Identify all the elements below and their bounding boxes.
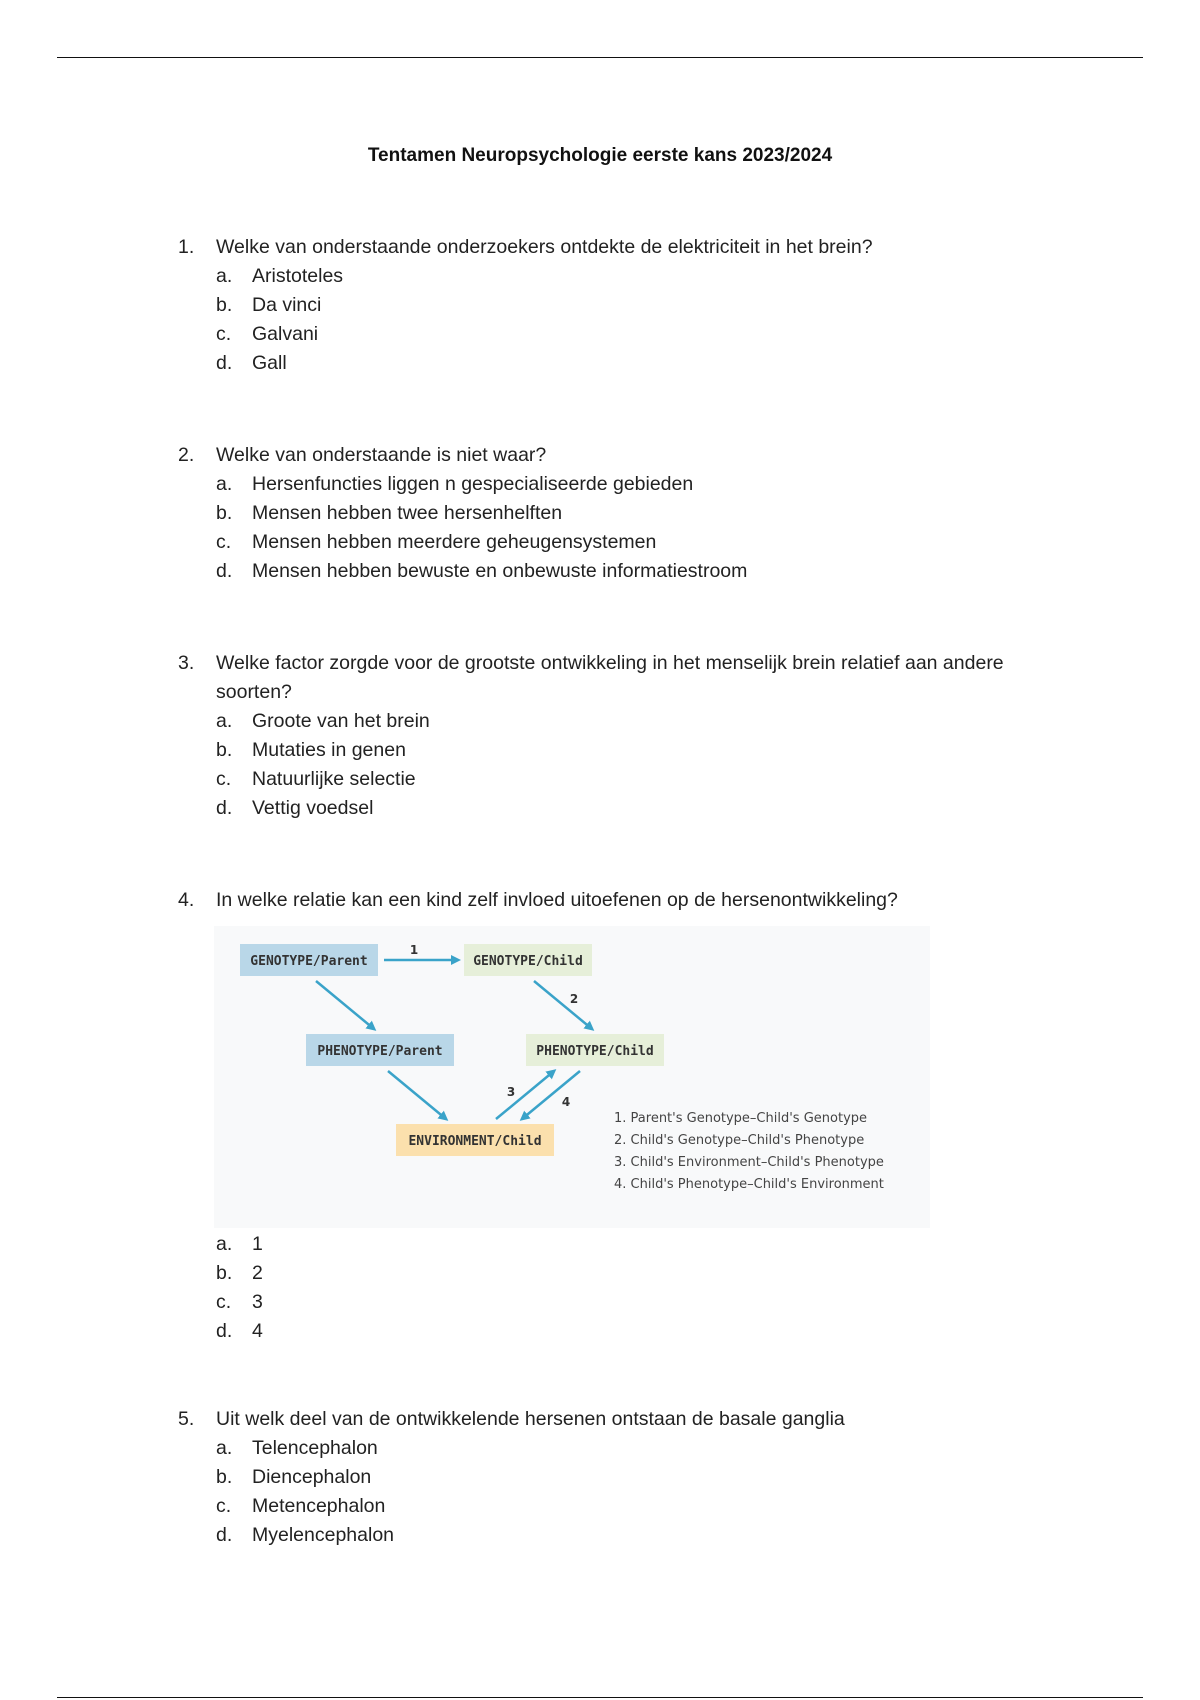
option-letter: d.	[216, 797, 233, 819]
option-letter: d.	[216, 1524, 233, 1546]
arrow-label-2: 2	[569, 992, 579, 1006]
option-text: Mensen hebben meerdere geheugensystemen	[252, 531, 657, 553]
option-text: Metencephalon	[252, 1495, 386, 1517]
option-text: 3	[252, 1291, 263, 1313]
question-5	[178, 1405, 1078, 1550]
diagram-svg	[214, 926, 930, 1228]
option-d	[216, 1317, 263, 1346]
arrow-label-4: 4	[561, 1095, 571, 1109]
option-text: 1	[252, 1233, 263, 1255]
question-text: Welke factor zorgde voor de grootste ontwikkeling in het menselijk brein relatief aan andere soorten?	[216, 652, 1004, 703]
option-c	[216, 765, 1078, 794]
legend-item: 1. Parent's Genotype–Child's Genotype	[614, 1111, 868, 1126]
option-d	[216, 794, 1078, 823]
question-2	[178, 441, 1078, 586]
question-number: 1.	[178, 236, 195, 258]
option-a	[216, 262, 1078, 291]
option-b	[216, 736, 1078, 765]
option-letter: d.	[216, 560, 233, 582]
question-number: 5.	[178, 1408, 195, 1430]
question-text: Welke van onderstaande onderzoekers ontdekte de elektriciteit in het brein?	[216, 236, 873, 258]
option-letter: a.	[216, 710, 233, 732]
arrow-phenotype-parent-environment	[388, 1071, 446, 1119]
option-letter: b.	[216, 1466, 233, 1488]
option-d	[216, 557, 1078, 586]
option-text: Mensen hebben bewuste en onbewuste informatiestroom	[252, 560, 748, 582]
option-text: 4	[252, 1320, 263, 1342]
option-text: Diencephalon	[252, 1466, 372, 1488]
node-environment-child	[396, 1124, 554, 1156]
option-letter: c.	[216, 323, 232, 345]
option-letter: b.	[216, 739, 233, 761]
question-text: In welke relatie kan een kind zelf invloed uitoefenen op de hersenontwikkeling?	[216, 889, 898, 911]
option-letter: c.	[216, 1495, 232, 1517]
option-b	[216, 291, 1078, 320]
option-b	[216, 499, 1078, 528]
option-letter: b.	[216, 1262, 233, 1284]
option-text: Telencephalon	[252, 1437, 378, 1459]
question-number: 2.	[178, 444, 195, 466]
question-number: 3.	[178, 652, 195, 674]
arrow-4	[522, 1071, 580, 1119]
answer-options	[216, 1434, 1078, 1550]
option-text: Groote van het brein	[252, 710, 430, 732]
option-text: Vettig voedsel	[252, 797, 374, 819]
option-text: Hersenfuncties liggen n gespecialiseerde gebieden	[252, 473, 694, 495]
arrow-label-3: 3	[506, 1085, 516, 1099]
option-c	[216, 528, 1078, 557]
option-letter: a.	[216, 265, 233, 287]
answer-options	[216, 262, 1078, 378]
node-label: PHENOTYPE/Parent	[317, 1044, 443, 1059]
option-a	[216, 470, 1078, 499]
option-letter: b.	[216, 294, 233, 316]
question-number: 4.	[178, 889, 195, 911]
option-text: Mutaties in genen	[252, 739, 406, 761]
option-text: Gall	[252, 352, 287, 374]
option-a	[216, 1434, 1078, 1463]
question-4	[178, 886, 1078, 915]
option-text: Da vinci	[252, 294, 322, 316]
genotype-phenotype-diagram	[214, 926, 930, 1228]
node-label: ENVIRONMENT/Child	[408, 1134, 542, 1149]
option-text: 2	[252, 1262, 263, 1284]
answer-options	[216, 707, 1078, 823]
question-text: Welke van onderstaande is niet waar?	[216, 444, 547, 466]
option-text: Aristoteles	[252, 265, 344, 287]
option-text: Myelencephalon	[252, 1524, 395, 1546]
page-title: Tentamen Neuropsychologie eerste kans 2023/2024	[367, 145, 833, 166]
option-b	[216, 1463, 1078, 1492]
option-d	[216, 349, 1078, 378]
option-letter: a.	[216, 473, 233, 495]
legend-item: 4. Child's Phenotype–Child's Environment	[614, 1177, 884, 1192]
option-a	[216, 707, 1078, 736]
option-c	[216, 1492, 1078, 1521]
arrow-2	[534, 981, 592, 1029]
bottom-rule	[57, 1697, 1143, 1698]
arrow-label-1: 1	[409, 943, 419, 957]
question-3	[178, 649, 1078, 823]
option-a	[216, 1230, 263, 1259]
node-phenotype-parent	[306, 1034, 454, 1066]
option-text: Mensen hebben twee hersenhelften	[252, 502, 563, 524]
answer-options	[216, 1230, 263, 1346]
answer-options	[216, 470, 1078, 586]
arrow-genotype-phenotype-parent	[316, 981, 374, 1029]
node-label: GENOTYPE/Parent	[250, 954, 368, 969]
option-c	[216, 320, 1078, 349]
option-letter: b.	[216, 502, 233, 524]
node-phenotype-child	[526, 1034, 664, 1066]
legend-item: 3. Child's Environment–Child's Phenotype	[614, 1155, 884, 1170]
option-d	[216, 1521, 1078, 1550]
arrow-3	[496, 1071, 554, 1119]
legend-item: 2. Child's Genotype–Child's Phenotype	[614, 1133, 865, 1148]
option-b	[216, 1259, 263, 1288]
node-label: PHENOTYPE/Child	[536, 1044, 654, 1059]
node-genotype-parent	[240, 944, 378, 976]
option-text: Galvani	[252, 323, 319, 345]
option-letter: a.	[216, 1233, 233, 1255]
top-rule	[57, 57, 1143, 58]
option-letter: c.	[216, 531, 232, 553]
node-genotype-child	[464, 944, 592, 976]
option-letter: d.	[216, 1320, 233, 1342]
question-1	[178, 233, 1078, 378]
option-letter: a.	[216, 1437, 233, 1459]
option-letter: d.	[216, 352, 233, 374]
option-letter: c.	[216, 1291, 232, 1313]
option-text: Natuurlijke selectie	[252, 768, 416, 790]
node-label: GENOTYPE/Child	[473, 954, 583, 969]
diagram-legend	[614, 1111, 884, 1192]
question-text: Uit welk deel van de ontwikkelende hersenen ontstaan de basale ganglia	[216, 1408, 845, 1430]
option-letter: c.	[216, 768, 232, 790]
option-c	[216, 1288, 263, 1317]
